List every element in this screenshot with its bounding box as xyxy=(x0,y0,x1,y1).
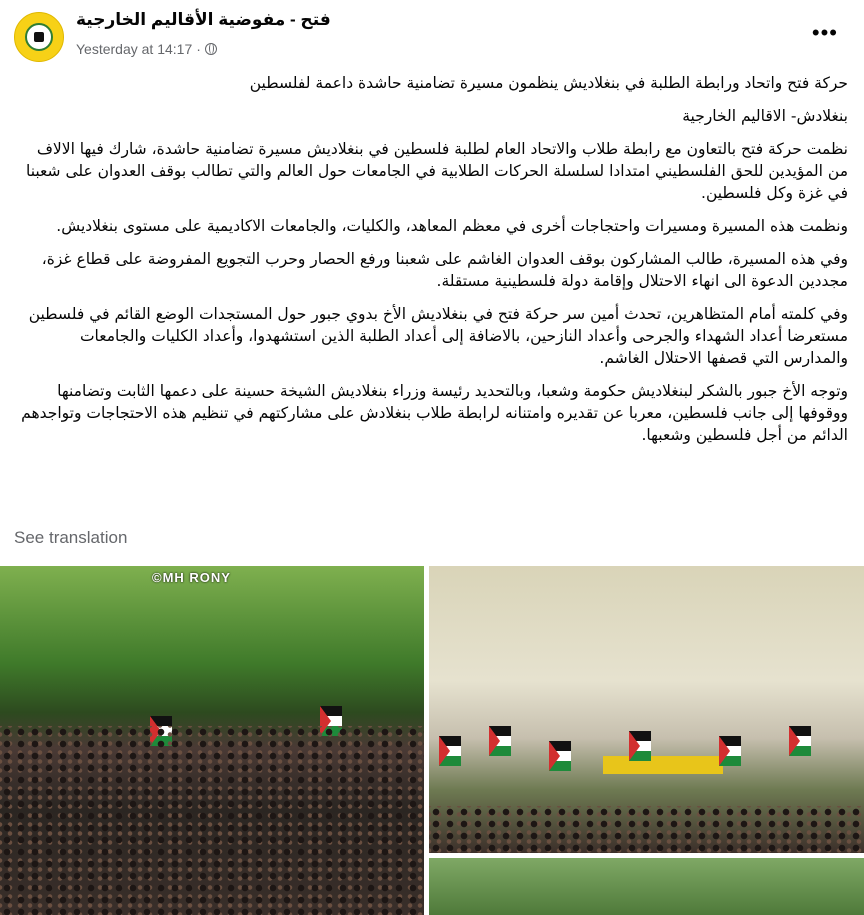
post-paragraph: حركة فتح واتحاد ورابطة الطلبة في بنغلاديش ينظمون مسيرة تضامنية حاشدة داعمة لفلسطين xyxy=(249,74,848,92)
more-options-button[interactable]: ••• xyxy=(811,20,838,45)
post-paragraph: ونظمت هذه المسيرة ومسيرات واحتجاجات أخرى في معظم المعاهد، والكليات، والجامعات الاكاديمية على مستوى بنغلاديش. xyxy=(56,217,848,235)
see-translation-link[interactable]: See translation xyxy=(14,528,128,547)
yellow-banner xyxy=(603,756,723,774)
page-avatar[interactable] xyxy=(14,12,64,62)
photo-grid xyxy=(0,566,864,915)
photo-watermark: ©MH RONY xyxy=(152,570,231,585)
crowd-image xyxy=(429,806,864,853)
post-paragraph: وتوجه الأخ جبور بالشكر لبنغلاديش حكومة وشعبا، وبالتحديد رئيسة وزراء بنغلاديش الشيخة حسينة على دعمها الثابت وتضامنها ووقوفها إلى جانب فلسطين، معربا عن تقديره وامتنانه لرابطة طلاب بنغلادش على مشاركتهم في تنظيم هذه الاحتجاجات وتواجدهم الدائم من أجل فلسطين وشعبها. xyxy=(21,382,848,444)
palestine-flag-icon xyxy=(439,736,461,766)
post-paragraph: وفي هذه المسيرة، طالب المشاركون بوقف العدوان الغاشم على شعبنا ورفع الحصار وحرب التجويع المفروضة على قطاع غزة، مجددين الدعوة الى انهاء الاحتلال وإقامة دولة فلسطينية مستقلة. xyxy=(41,250,848,290)
page-name-link[interactable]: فتح - مفوضية الأقاليم الخارجية xyxy=(76,10,331,29)
crowd-photo-3[interactable] xyxy=(429,858,864,915)
palestine-flag-icon xyxy=(789,726,811,756)
globe-icon[interactable] xyxy=(205,43,217,55)
palestine-flag-icon xyxy=(489,726,511,756)
post-text xyxy=(16,72,848,457)
palestine-flag-icon xyxy=(629,731,651,761)
post-header xyxy=(0,0,864,70)
post-paragraph: وفي كلمته أمام المتظاهرين، تحدث أمين سر حركة فتح في بنغلاديش الأخ بدوي جبور حول المستجدات الوضع القائم في فلسطين مستعرضا أعداد الشهداء والجرحى وأعداد النازحين، بالاضافة إلى أعداد الطلبة الذين استشهدوا، وأعداد الكليات والجامعات والمدارس التي قصفها الاحتلال الغاشم. xyxy=(28,305,848,367)
post-meta: Yesterday at 14:17 · xyxy=(76,41,217,57)
fatah-emblem-icon xyxy=(25,23,53,51)
crowd-image xyxy=(0,726,424,915)
post-paragraph: نظمت حركة فتح بالتعاون مع رابطة طلاب والاتحاد العام لطلبة فلسطين في بنغلاديش مسيرة تضامنية حاشدة، شارك فيها الالاف من المؤيدين للحق الفلسطيني امتدادا لسلسلة الحركات الطلابية في الجامعات حول العالم والتي تطالب بوقف العدوان على شعبنا في غزة وكل فلسطين. xyxy=(25,140,848,202)
post-paragraph: بنغلادش- الاقاليم الخارجية xyxy=(682,107,848,125)
crowd-photo-2[interactable] xyxy=(429,566,864,853)
palestine-flag-icon xyxy=(719,736,741,766)
post-timestamp[interactable]: Yesterday at 14:17 xyxy=(76,41,193,57)
crowd-photo-1[interactable] xyxy=(0,566,424,915)
palestine-flag-icon xyxy=(549,741,571,771)
